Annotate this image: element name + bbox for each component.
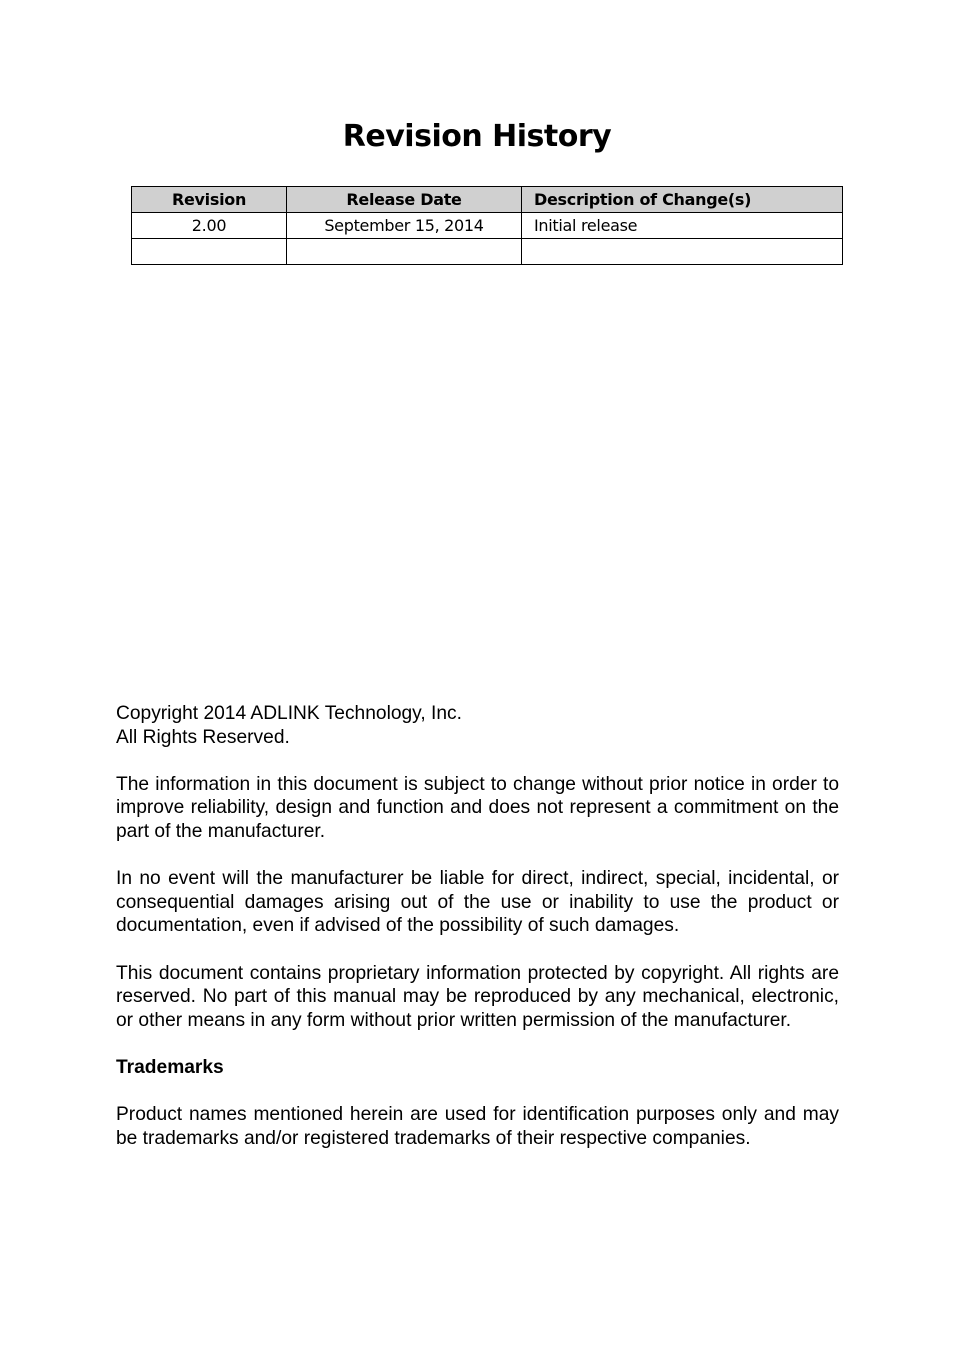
page-title: Revision History xyxy=(342,119,612,154)
rights-reserved-line: All Rights Reserved. xyxy=(116,726,290,748)
table-row xyxy=(132,213,843,239)
column-header-release-date: Release Date xyxy=(287,187,522,213)
trademarks-heading: Trademarks xyxy=(116,1056,224,1078)
table-header-row xyxy=(132,187,843,213)
cell-revision: 2.00 xyxy=(132,213,287,239)
change-notice-paragraph: The information in this document is subject to change without prior notice in order to improve reliability, design and function and does not represent a commitment on the part of the manufacturer. xyxy=(116,773,839,842)
revision-history-table xyxy=(131,186,843,265)
liability-paragraph: In no event will the manufacturer be liable for direct, indirect, special, incidental, or consequential damages arising out of the use or inability to use the product or documentation, even if advised of the possibility of such damages. xyxy=(116,868,839,937)
trademarks-paragraph: Product names mentioned herein are used for identification purposes only and may be trademarks and/or registered trademarks of their respective companies. xyxy=(116,1104,839,1149)
table-row xyxy=(132,239,843,265)
cell-revision xyxy=(132,239,287,265)
legal-notice xyxy=(116,702,839,1174)
column-header-description: Description of Change(s) xyxy=(522,187,843,213)
cell-description xyxy=(522,239,843,265)
copyright-block xyxy=(116,702,839,749)
proprietary-paragraph: This document contains proprietary information protected by copyright. All rights are reserved. No part of this manual may be reproduced by any mechanical, electronic, or other means in any form without prior written permission of the manufacturer. xyxy=(116,962,839,1031)
cell-description: Initial release xyxy=(522,213,843,239)
cell-release-date xyxy=(287,239,522,265)
copyright-line: Copyright 2014 ADLINK Technology, Inc. xyxy=(116,703,462,724)
column-header-revision: Revision xyxy=(132,187,287,213)
cell-release-date: September 15, 2014 xyxy=(287,213,522,239)
